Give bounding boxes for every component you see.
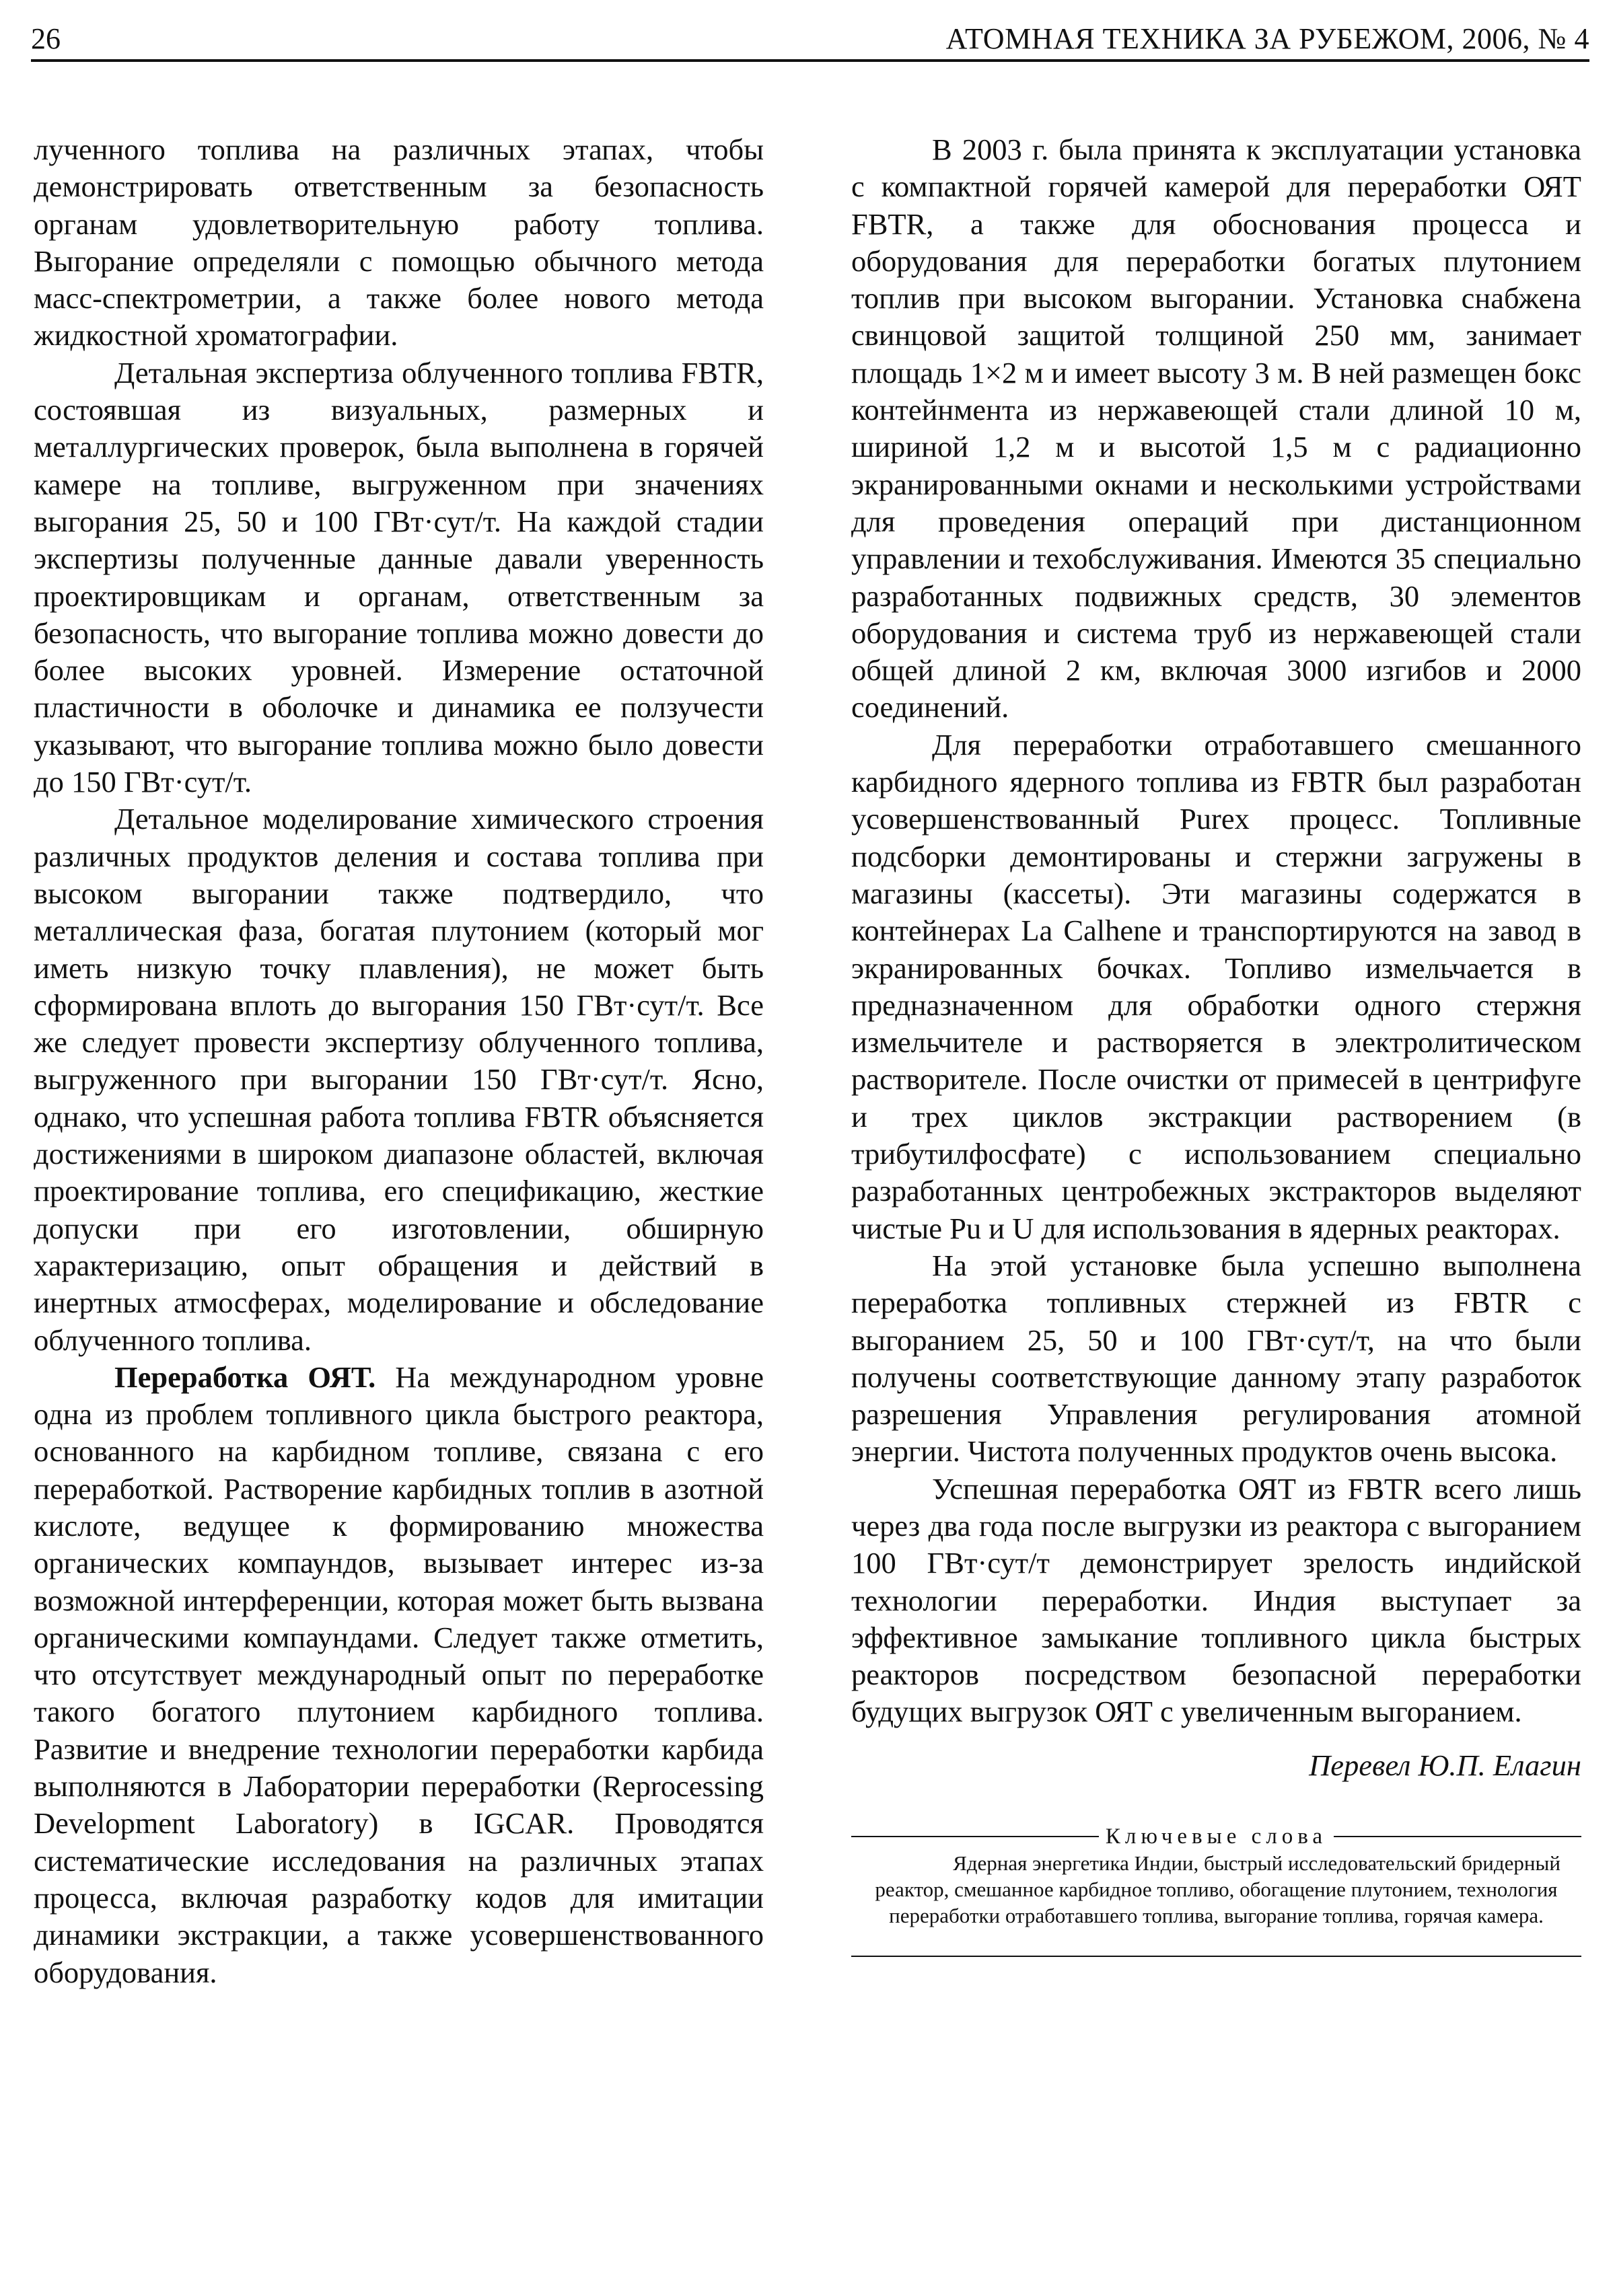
paragraph-purex-process: Для переработки отработавшего смешанного карбидного ядерного топлива из FBTR был разработан усовершенствованный Purex процесс. Топливные подсборки демонтированы и стержни загружены в магазины (кассеты). Эти магазины содержатся в контейнерах La Calhene и транспортируются на завод в экранированных бочках. Топливо измельчается в предназначенном для обработки одного стержня измельчителе и растворяется в электролитическом растворителе. После очистки от примесей в центрифуге и трех циклов экстракции растворением (в трибутилфосфате) с использованием специально разработанных центробежных экстракторов выделяют чистые Pu и U для использования в ядерных реакторах. bbox=[851, 727, 1581, 1245]
section-heading-reprocessing: Переработка ОЯТ. bbox=[114, 1360, 376, 1394]
left-column bbox=[34, 131, 764, 1991]
keywords-rule-right bbox=[1334, 1836, 1581, 1837]
keywords-box bbox=[851, 1823, 1581, 1957]
translator-credit: Перевел Ю.П. Елагин bbox=[1309, 1748, 1581, 1782]
paragraph-fuel-rods-reprocessed: На этой установке была успешно выполнена переработка топливных стержней из FBTR с выгоранием 25, 50 и 100 ГВт·сут/т, на что были получены соответствующие данному этапу разработок разрешения Управления регулирования атомной энергии. Чистота полученных продуктов очень высока. bbox=[851, 1248, 1581, 1469]
keywords-header bbox=[851, 1823, 1581, 1850]
page-header bbox=[31, 15, 1589, 62]
paragraph-fbtr-examination: Детальная экспертиза облученного топлива FBTR, состоявшая из визуальных, размерных и металлургических проверок, была выполнена в горячей камере на топливе, выгруженном при значениях выгорания 25, 50 и 100 ГВт·сут/т. На каждой стадии экспертизы полученные данные давали уверенность проектировщикам и органам, ответственным за безопасность, что выгорание топлива можно довести до более высоких уровней. Измерение остаточной пластичности в оболочке и динамика ее ползучести указывают, что выгорание топлива можно было довести до 150 ГВт·сут/т. bbox=[34, 355, 764, 799]
paragraph-chemical-modeling: Детальное моделирование химического строения различных продуктов деления и состава топлива при высоком выгорании также подтвердило, что металлическая фаза, богатая плутонием (который мог иметь низкую точку плавления), не может быть сформирована вплоть до выгорания 150 ГВт·сут/т. Все же следует провести экспертизу облученного топлива, выгруженного при выгорании 150 ГВт·сут/т. Ясно, однако, что успешная работа топлива FBTR объясняется достижениями в широком диапазоне областей, включая проектирование топлива, его спецификацию, жесткие допуски при его изготовлении, обширную характеризацию, опыт обращения и действий в инертных атмосферах, моделирование и обследование облученного топлива. bbox=[34, 802, 764, 1357]
keywords-text: Ядерная энергетика Индии, быстрый исследовательский бридерный реактор, смешанное карбидное топливо, обогащение плутонием, технология переработки отработавшего топлива, выгорание топлива, горячая камера. bbox=[875, 1851, 1560, 1928]
journal-title: АТОМНАЯ ТЕХНИКА ЗА РУБЕЖОМ, 2006, № 4 bbox=[945, 22, 1589, 55]
paragraph-conclusion: Успешная переработка ОЯТ из FBTR всего лишь через два года после выгрузки из реактора с выгоранием 100 ГВт·сут/т демонстрирует зрелость индийской технологии переработки. Индия выступает за эффективное замыкание топливного цикла быстрых реакторов посредством безопасной переработки будущих выгрузок ОЯТ с увеличенным выгоранием. bbox=[851, 1471, 1581, 1729]
keywords-bottom-rule bbox=[851, 1956, 1581, 1957]
keywords-title: Ключевые слова bbox=[1105, 1824, 1328, 1849]
paragraph-reprocessing-text: На международном уровне одна из проблем топливного цикла быстрого реактора, основанного на карбидном топливе, связана с его переработкой. Растворение карбидных топлив в азотной кислоте, ведущее к формированию множества органических компаундов, вызывает интерес из-за возможной интерференции, которая может быть вызвана органическими компаундами. Следует также отметить, что отсутствует международный опыт по переработке такого богатого плутонием карбидного топлива. Развитие и внедрение технологии переработки карбида выполняются в Лаборатории переработки (Reprocessing Development Laboratory) в IGCAR. Проводятся систематические исследования на различных этапах процесса, включая разработку кодов для имитации динамики экстракции, а также усовершенствованного оборудования. bbox=[34, 1360, 764, 1989]
paragraph-reprocessing bbox=[34, 1359, 764, 1991]
paragraph-continued: лученного топлива на различных этапах, чтобы демонстрировать ответственным за безопасность органам удовлетворительную работу топлива. Выгорание определяли с помощью обычного метода масс-спектрометрии, а также более нового метода жидкостной хроматографии. bbox=[34, 133, 764, 353]
right-column bbox=[851, 131, 1581, 1957]
paragraph-hot-cell-facility: В 2003 г. была принята к эксплуатации установка с компактной горячей камерой для переработки ОЯТ FBTR, а также для обоснования процесса и оборудования для переработки богатых плутонием топлив при высоком выгорании. Установка снабжена свинцовой защитой толщиной 250 мм, занимает площадь 1×2 м и имеет высоту 3 м. В ней размещен бокс контейнмента из нержавеющей стали длиной 10 м, шириной 1,2 м и высотой 1,5 м с радиационно экранированными окнами и несколькими устройствами для проведения операций при дистанционном управлении и техобслуживания. Имеются 35 специально разработанных подвижных средств, 30 элементов оборудования и система труб из нержавеющей стали общей длиной 2 км, включая 3000 изгибов и 2000 соединений. bbox=[851, 133, 1581, 725]
keywords-rule-left bbox=[851, 1836, 1099, 1837]
page-number: 26 bbox=[31, 22, 61, 55]
